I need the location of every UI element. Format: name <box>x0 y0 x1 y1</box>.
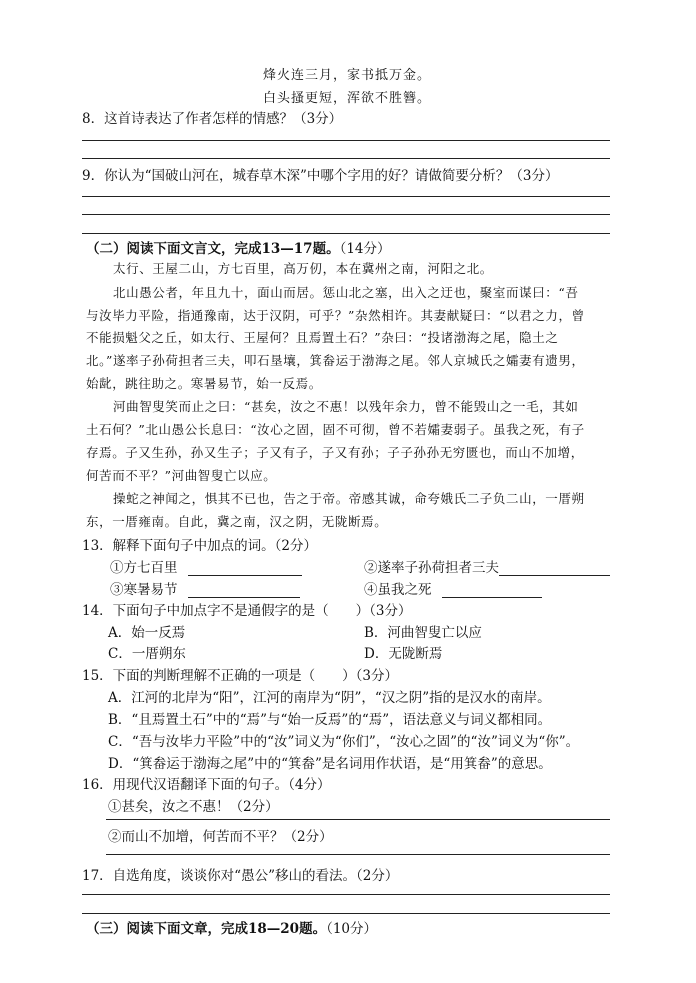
answer-line[interactable] <box>82 214 610 215</box>
answer-line[interactable] <box>106 819 610 820</box>
passage-p3-l1: 河曲智叟笑而止之曰：“甚矣，汝之不惠！以残年余力，曾不能毁山之一毛，其如 <box>113 399 579 414</box>
q16-item-b: ②而山不加增，何苦而不平？（2分） <box>108 829 333 845</box>
question-14: 14．下面句子中加点字不是通假字的是（ ）（3分） <box>82 603 412 619</box>
fill-blank[interactable] <box>188 585 300 598</box>
passage-p2-l5: 始龀，跳往助之。寒暑易节，始一反焉。 <box>86 376 322 391</box>
section-2-header <box>86 237 391 257</box>
question-9: 9．你认为“国破山河在，城春草木深”中哪个字用的好？请做简要分析？（3分） <box>82 168 559 184</box>
question-17: 17．自选角度，谈谈你对“愚公”移山的看法。（2分） <box>82 868 399 884</box>
question-15: 15．下面的判断理解不正确的一项是（ ）（3分） <box>82 668 399 684</box>
passage-p2-l2: 与汝毕力平险，指通豫南，达于汉阴，可乎？”杂然相许。其妻献疑曰：“以君之力，曾 <box>86 308 585 323</box>
question-16: 16．用现代汉语翻译下面的句子。（4分） <box>82 777 331 793</box>
answer-line[interactable] <box>106 854 610 855</box>
fill-blank[interactable] <box>499 563 610 576</box>
fill-blank[interactable] <box>442 585 542 598</box>
section-divider <box>82 913 610 914</box>
answer-line[interactable] <box>82 894 610 895</box>
fill-blank[interactable] <box>188 563 302 576</box>
section-2-score: （14分） <box>339 241 391 257</box>
passage-p3-l4: 何苦而不平？”河曲智叟亡以应。 <box>86 468 277 483</box>
question-13: 13．解释下面句子中加点的词。（2分） <box>82 538 318 554</box>
q13-item-a: ①方七百里 <box>110 556 302 576</box>
q14-option-d[interactable]: D．无陇断焉 <box>364 646 443 662</box>
q15-option-b[interactable]: B．“且焉置土石”中的“焉”与“始一反焉”的“焉”，语法意义与词义都相同。 <box>108 712 552 728</box>
q15-option-a[interactable]: A．江河的北岸为“阳”，江河的南岸为“阴”，“汉之阴”指的是汉水的南岸。 <box>108 690 551 706</box>
q15-option-d[interactable]: D．“箕畚运于渤海之尾”中的“箕畚”是名词用作状语，是“用箕畚”的意思。 <box>108 756 552 772</box>
answer-line[interactable] <box>82 140 610 141</box>
q14-option-a[interactable]: A．始一反焉 <box>108 625 186 641</box>
answer-line[interactable] <box>82 196 610 197</box>
q13-item-c: ③寒暑易节 <box>110 578 300 598</box>
q14-option-b[interactable]: B．河曲智叟亡以应 <box>364 625 482 641</box>
section-3-header <box>86 917 377 937</box>
passage-p3-l3: 存焉。子又生孙，孙又生子；子又有子，子又有孙；子子孙孙无穷匮也，而山不加增， <box>86 445 584 460</box>
passage-p2-l4: 北。”遂率子孙荷担者三夫，叩石垦壤，箕畚运于渤海之尾。邻人京城氏之孀妻有遗男， <box>86 353 585 368</box>
q13-item-d: ④虽我之死 <box>364 578 542 598</box>
section-3-title: （三）阅读下面文章，完成18—20题。 <box>86 921 327 937</box>
section-3-score: （10分） <box>326 921 378 937</box>
q13-item-b: ②遂率子孙荷担者三夫 <box>364 556 610 576</box>
section-2-title: （二）阅读下面文言文，完成13—17题。 <box>86 241 340 257</box>
q16-item-a: ①甚矣，汝之不惠！（2分） <box>108 799 279 815</box>
poem-line-1: 烽火连三月，家书抵万金。 <box>263 68 432 83</box>
q15-option-c[interactable]: C．“吾与汝毕力平险”中的“汝”词义为“你们”，“汝心之固”的“汝”词义为“你”。 <box>108 734 580 750</box>
passage-p4-l1: 操蛇之神闻之，惧其不已也，告之于帝。帝感其诚，命夸娥氏二子负二山，一厝朔 <box>113 491 585 506</box>
passage-p2-l3: 不能损魁父之丘，如太行、王屋何？且焉置土石？”杂曰：“投诸渤海之尾，隐土之 <box>86 330 559 345</box>
passage-p1: 太行、王屋二山，方七百里，高万仞，本在冀州之南，河阳之北。 <box>113 261 493 276</box>
passage-p3-l2: 土石何？”北山愚公长息曰：“汝心之固，固不可彻，曾不若孀妻弱子。虽我之死，有子 <box>86 422 585 437</box>
answer-line[interactable] <box>82 158 610 159</box>
section-divider <box>82 233 610 234</box>
passage-p4-l2: 东，一厝雍南。自此，冀之南，汉之阴，无陇断焉。 <box>86 514 388 529</box>
question-8: 8．这首诗表达了作者怎样的情感？（3分） <box>82 111 343 127</box>
poem-line-2: 白头搔更短，浑欲不胜簪。 <box>263 91 432 106</box>
passage-p2-l1: 北山愚公者，年且九十，面山而居。惩山北之塞，出入之迂也，聚室而谋曰：“吾 <box>113 285 579 300</box>
q14-option-c[interactable]: C．一厝朔东 <box>108 646 186 662</box>
